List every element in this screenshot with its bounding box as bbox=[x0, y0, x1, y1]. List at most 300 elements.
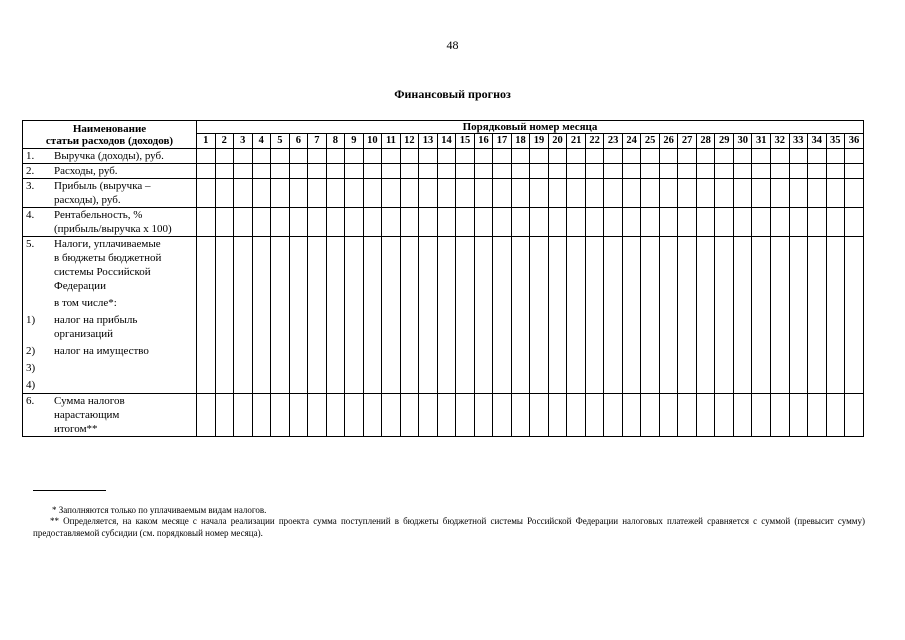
month-number-cell: 22 bbox=[585, 134, 604, 149]
month-value-cell bbox=[419, 237, 438, 394]
row-label-line: Рентабельность, % bbox=[54, 209, 143, 221]
month-value-cell bbox=[659, 149, 678, 164]
month-value-cell bbox=[215, 164, 234, 179]
month-value-cell bbox=[419, 394, 438, 437]
month-value-cell bbox=[382, 394, 401, 437]
month-value-cell bbox=[789, 394, 808, 437]
month-number-cell: 9 bbox=[345, 134, 364, 149]
month-value-cell bbox=[511, 179, 530, 208]
month-value-cell bbox=[437, 179, 456, 208]
month-value-cell bbox=[345, 149, 364, 164]
row-label-line: Налоги, уплачиваемые bbox=[54, 238, 161, 250]
subrow-number: 3) bbox=[26, 362, 36, 374]
month-value-cell bbox=[271, 237, 290, 394]
month-value-cell bbox=[474, 394, 493, 437]
month-value-cell bbox=[641, 179, 660, 208]
month-number-cell: 12 bbox=[400, 134, 419, 149]
month-number-cell: 10 bbox=[363, 134, 382, 149]
month-value-cell bbox=[808, 164, 827, 179]
month-value-cell bbox=[567, 149, 586, 164]
month-number-cell: 25 bbox=[641, 134, 660, 149]
month-value-cell bbox=[474, 208, 493, 237]
month-value-cell bbox=[345, 394, 364, 437]
month-value-cell bbox=[382, 179, 401, 208]
financial-forecast-table bbox=[22, 120, 864, 437]
header-item-name-line: Наименование bbox=[72, 122, 147, 135]
month-value-cell bbox=[696, 164, 715, 179]
month-value-cell bbox=[845, 149, 864, 164]
month-value-cell bbox=[252, 179, 271, 208]
row-number: 6. bbox=[26, 395, 35, 407]
month-value-cell bbox=[419, 164, 438, 179]
subrow-number: 4) bbox=[26, 379, 36, 391]
month-value-cell bbox=[308, 179, 327, 208]
month-value-cell bbox=[752, 237, 771, 394]
month-value-cell bbox=[641, 164, 660, 179]
month-value-cell bbox=[511, 164, 530, 179]
month-value-cell bbox=[733, 394, 752, 437]
month-value-cell bbox=[696, 237, 715, 394]
month-value-cell bbox=[363, 179, 382, 208]
month-value-cell bbox=[733, 164, 752, 179]
row-label-line: расходы), руб. bbox=[54, 194, 121, 206]
month-value-cell bbox=[752, 394, 771, 437]
month-value-cell bbox=[789, 208, 808, 237]
month-number-cell: 5 bbox=[271, 134, 290, 149]
month-value-cell bbox=[770, 179, 789, 208]
month-value-cell bbox=[659, 394, 678, 437]
month-value-cell bbox=[770, 394, 789, 437]
row-label-line: Сумма налогов bbox=[54, 395, 125, 407]
month-value-cell bbox=[604, 179, 623, 208]
month-value-cell bbox=[252, 208, 271, 237]
month-value-cell bbox=[733, 237, 752, 394]
month-value-cell bbox=[326, 179, 345, 208]
month-value-cell bbox=[585, 179, 604, 208]
month-value-cell bbox=[400, 394, 419, 437]
month-number-cell: 29 bbox=[715, 134, 734, 149]
month-value-cell bbox=[641, 237, 660, 394]
month-value-cell bbox=[326, 164, 345, 179]
month-value-cell bbox=[493, 208, 512, 237]
month-value-cell bbox=[789, 164, 808, 179]
month-number-cell: 21 bbox=[567, 134, 586, 149]
month-value-cell bbox=[845, 164, 864, 179]
month-number-cell: 34 bbox=[808, 134, 827, 149]
month-value-cell bbox=[215, 179, 234, 208]
month-value-cell bbox=[400, 179, 419, 208]
month-value-cell bbox=[271, 179, 290, 208]
month-value-cell bbox=[493, 394, 512, 437]
row-label-line: нарастающим bbox=[54, 409, 120, 421]
month-value-cell bbox=[271, 164, 290, 179]
month-value-cell bbox=[808, 149, 827, 164]
month-value-cell bbox=[252, 164, 271, 179]
month-value-cell bbox=[826, 164, 845, 179]
document-title: Финансовый прогноз bbox=[394, 87, 511, 101]
month-value-cell bbox=[715, 149, 734, 164]
month-value-cell bbox=[752, 149, 771, 164]
month-value-cell bbox=[289, 394, 308, 437]
month-value-cell bbox=[604, 394, 623, 437]
month-value-cell bbox=[215, 237, 234, 394]
month-value-cell bbox=[382, 149, 401, 164]
month-value-cell bbox=[696, 394, 715, 437]
month-value-cell bbox=[326, 149, 345, 164]
month-number-cell: 3 bbox=[234, 134, 253, 149]
month-number-cell: 36 bbox=[845, 134, 864, 149]
month-value-cell bbox=[234, 394, 253, 437]
month-value-cell bbox=[826, 208, 845, 237]
footnote-2: ** Определяется, на каком месяце с начала реализации проекта сумма поступлений в бюджеты бюджетной системы Российской Федерации налоговых платежей сравняется с суммой (превысит сумму) предоставляемой субсидии (см. порядковый номер месяца). bbox=[33, 516, 865, 538]
month-number-cell: 31 bbox=[752, 134, 771, 149]
month-value-cell bbox=[289, 179, 308, 208]
table-row bbox=[23, 208, 864, 237]
month-value-cell bbox=[419, 149, 438, 164]
month-value-cell bbox=[437, 149, 456, 164]
month-value-cell bbox=[493, 179, 512, 208]
table-row bbox=[23, 394, 864, 437]
month-number-cell: 14 bbox=[437, 134, 456, 149]
row-label-cell bbox=[23, 237, 197, 394]
month-value-cell bbox=[234, 208, 253, 237]
month-value-cell bbox=[474, 179, 493, 208]
month-number-cell: 32 bbox=[770, 134, 789, 149]
row-number: 2. bbox=[26, 165, 35, 177]
table-row bbox=[23, 237, 864, 394]
month-number-cell: 16 bbox=[474, 134, 493, 149]
month-value-cell bbox=[363, 394, 382, 437]
month-value-cell bbox=[437, 164, 456, 179]
month-value-cell bbox=[641, 208, 660, 237]
month-value-cell bbox=[456, 149, 475, 164]
month-value-cell bbox=[530, 237, 549, 394]
row-number: 1. bbox=[26, 150, 35, 162]
footnote-1: * Заполняются только по уплачиваемым видам налогов. bbox=[52, 505, 267, 515]
month-value-cell bbox=[363, 237, 382, 394]
row-label-line: Расходы, руб. bbox=[54, 165, 118, 177]
month-value-cell bbox=[585, 164, 604, 179]
month-value-cell bbox=[400, 164, 419, 179]
month-value-cell bbox=[604, 208, 623, 237]
month-value-cell bbox=[604, 237, 623, 394]
month-value-cell bbox=[456, 394, 475, 437]
month-value-cell bbox=[511, 208, 530, 237]
subrow-number: 2) bbox=[26, 345, 36, 357]
month-value-cell bbox=[252, 237, 271, 394]
month-value-cell bbox=[845, 179, 864, 208]
month-number-cell: 20 bbox=[548, 134, 567, 149]
month-value-cell bbox=[437, 208, 456, 237]
month-value-cell bbox=[752, 164, 771, 179]
month-value-cell bbox=[659, 208, 678, 237]
month-value-cell bbox=[548, 208, 567, 237]
month-value-cell bbox=[456, 164, 475, 179]
month-value-cell bbox=[474, 149, 493, 164]
month-value-cell bbox=[345, 208, 364, 237]
month-value-cell bbox=[326, 394, 345, 437]
month-value-cell bbox=[456, 179, 475, 208]
month-value-cell bbox=[308, 237, 327, 394]
page-number: 48 bbox=[446, 38, 459, 52]
month-value-cell bbox=[622, 179, 641, 208]
month-value-cell bbox=[382, 237, 401, 394]
subrow-label-line: в том числе*: bbox=[54, 297, 117, 309]
month-number-cell: 19 bbox=[530, 134, 549, 149]
month-value-cell bbox=[752, 179, 771, 208]
table-row bbox=[23, 164, 864, 179]
month-value-cell bbox=[715, 179, 734, 208]
month-value-cell bbox=[808, 394, 827, 437]
month-value-cell bbox=[548, 237, 567, 394]
row-label-cell bbox=[23, 394, 197, 437]
month-value-cell bbox=[622, 237, 641, 394]
month-value-cell bbox=[826, 149, 845, 164]
month-value-cell bbox=[585, 208, 604, 237]
header-item-name bbox=[23, 121, 197, 149]
month-value-cell bbox=[622, 164, 641, 179]
month-value-cell bbox=[345, 237, 364, 394]
month-number-cell: 27 bbox=[678, 134, 697, 149]
month-value-cell bbox=[826, 394, 845, 437]
month-value-cell bbox=[234, 164, 253, 179]
month-value-cell bbox=[234, 179, 253, 208]
month-number-cell: 7 bbox=[308, 134, 327, 149]
month-value-cell bbox=[289, 149, 308, 164]
subrow-number: 1) bbox=[26, 314, 36, 326]
header-month-number: Порядковый номер месяца bbox=[197, 121, 864, 134]
month-number-cell: 23 bbox=[604, 134, 623, 149]
month-value-cell bbox=[585, 149, 604, 164]
month-value-cell bbox=[511, 237, 530, 394]
month-number-cell: 4 bbox=[252, 134, 271, 149]
month-value-cell bbox=[733, 179, 752, 208]
month-value-cell bbox=[530, 179, 549, 208]
month-value-cell bbox=[197, 164, 216, 179]
month-value-cell bbox=[808, 237, 827, 394]
row-number: 3. bbox=[26, 180, 35, 192]
month-value-cell bbox=[345, 164, 364, 179]
month-value-cell bbox=[789, 179, 808, 208]
month-value-cell bbox=[715, 394, 734, 437]
month-value-cell bbox=[252, 149, 271, 164]
month-value-cell bbox=[215, 394, 234, 437]
month-value-cell bbox=[363, 208, 382, 237]
month-value-cell bbox=[770, 149, 789, 164]
month-value-cell bbox=[289, 237, 308, 394]
month-value-cell bbox=[622, 149, 641, 164]
row-label-line: Федерации bbox=[54, 280, 106, 292]
month-value-cell bbox=[678, 164, 697, 179]
row-label-line: Прибыль (выручка – bbox=[54, 180, 151, 192]
month-value-cell bbox=[437, 394, 456, 437]
month-number-cell: 24 bbox=[622, 134, 641, 149]
month-value-cell bbox=[622, 394, 641, 437]
month-value-cell bbox=[308, 394, 327, 437]
month-value-cell bbox=[289, 208, 308, 237]
month-number-cell: 13 bbox=[419, 134, 438, 149]
month-value-cell bbox=[845, 208, 864, 237]
footnote-separator bbox=[33, 490, 106, 491]
month-value-cell bbox=[530, 164, 549, 179]
month-value-cell bbox=[382, 208, 401, 237]
row-label-cell bbox=[23, 149, 197, 164]
month-value-cell bbox=[474, 164, 493, 179]
month-value-cell bbox=[641, 149, 660, 164]
month-value-cell bbox=[567, 208, 586, 237]
month-value-cell bbox=[659, 164, 678, 179]
month-value-cell bbox=[845, 394, 864, 437]
subrow-label-line: налог на имущество bbox=[54, 345, 149, 357]
subrow-label-line bbox=[54, 378, 196, 392]
month-value-cell bbox=[567, 237, 586, 394]
month-value-cell bbox=[493, 149, 512, 164]
month-value-cell bbox=[419, 179, 438, 208]
month-value-cell bbox=[289, 164, 308, 179]
month-value-cell bbox=[715, 208, 734, 237]
month-value-cell bbox=[271, 394, 290, 437]
month-number-cell: 17 bbox=[493, 134, 512, 149]
subrow-label-line bbox=[54, 361, 196, 375]
month-value-cell bbox=[474, 237, 493, 394]
month-number-cell: 26 bbox=[659, 134, 678, 149]
month-value-cell bbox=[808, 208, 827, 237]
month-number-cell: 1 bbox=[197, 134, 216, 149]
month-value-cell bbox=[659, 237, 678, 394]
month-value-cell bbox=[197, 179, 216, 208]
month-value-cell bbox=[548, 164, 567, 179]
month-value-cell bbox=[678, 237, 697, 394]
month-number-cell: 8 bbox=[326, 134, 345, 149]
month-value-cell bbox=[493, 237, 512, 394]
month-value-cell bbox=[197, 149, 216, 164]
subrow-label-line: организаций bbox=[54, 328, 114, 340]
table-row bbox=[23, 149, 864, 164]
month-value-cell bbox=[696, 208, 715, 237]
month-value-cell bbox=[826, 237, 845, 394]
month-value-cell bbox=[456, 208, 475, 237]
month-value-cell bbox=[567, 164, 586, 179]
month-value-cell bbox=[752, 208, 771, 237]
month-value-cell bbox=[548, 179, 567, 208]
month-value-cell bbox=[345, 179, 364, 208]
month-value-cell bbox=[271, 208, 290, 237]
month-value-cell bbox=[678, 149, 697, 164]
month-value-cell bbox=[363, 164, 382, 179]
month-value-cell bbox=[234, 237, 253, 394]
month-value-cell bbox=[770, 164, 789, 179]
month-value-cell bbox=[530, 208, 549, 237]
month-value-cell bbox=[382, 164, 401, 179]
row-label-cell bbox=[23, 179, 197, 208]
subrow-label-line: налог на прибыль bbox=[54, 314, 138, 326]
month-number-cell: 30 bbox=[733, 134, 752, 149]
month-value-cell bbox=[400, 208, 419, 237]
month-value-cell bbox=[696, 149, 715, 164]
month-value-cell bbox=[715, 164, 734, 179]
month-value-cell bbox=[678, 394, 697, 437]
month-value-cell bbox=[696, 179, 715, 208]
row-label-cell bbox=[23, 208, 197, 237]
month-value-cell bbox=[252, 394, 271, 437]
month-number-cell: 35 bbox=[826, 134, 845, 149]
month-number-cell: 11 bbox=[382, 134, 401, 149]
month-value-cell bbox=[234, 149, 253, 164]
month-value-cell bbox=[493, 164, 512, 179]
month-value-cell bbox=[215, 149, 234, 164]
row-number: 5. bbox=[26, 238, 35, 250]
month-value-cell bbox=[789, 149, 808, 164]
month-value-cell bbox=[585, 237, 604, 394]
month-value-cell bbox=[308, 149, 327, 164]
month-value-cell bbox=[308, 208, 327, 237]
month-value-cell bbox=[659, 179, 678, 208]
month-value-cell bbox=[641, 394, 660, 437]
month-value-cell bbox=[789, 237, 808, 394]
month-value-cell bbox=[308, 164, 327, 179]
subrow-number bbox=[23, 296, 54, 310]
month-value-cell bbox=[770, 237, 789, 394]
row-label-line: Выручка (доходы), руб. bbox=[54, 150, 164, 162]
month-value-cell bbox=[419, 208, 438, 237]
month-value-cell bbox=[400, 237, 419, 394]
month-value-cell bbox=[826, 179, 845, 208]
month-value-cell bbox=[808, 179, 827, 208]
month-number-cell: 28 bbox=[696, 134, 715, 149]
month-value-cell bbox=[567, 179, 586, 208]
month-value-cell bbox=[197, 394, 216, 437]
month-value-cell bbox=[363, 149, 382, 164]
row-label-line: в бюджеты бюджетной bbox=[54, 252, 162, 264]
month-value-cell bbox=[622, 208, 641, 237]
row-number: 4. bbox=[26, 209, 35, 221]
month-value-cell bbox=[197, 237, 216, 394]
month-value-cell bbox=[604, 149, 623, 164]
month-value-cell bbox=[456, 237, 475, 394]
row-label-cell bbox=[23, 164, 197, 179]
month-value-cell bbox=[678, 208, 697, 237]
row-label-line: (прибыль/выручка х 100) bbox=[54, 223, 172, 235]
month-value-cell bbox=[197, 208, 216, 237]
month-value-cell bbox=[511, 149, 530, 164]
month-value-cell bbox=[604, 164, 623, 179]
month-value-cell bbox=[548, 394, 567, 437]
month-value-cell bbox=[215, 208, 234, 237]
month-number-cell: 2 bbox=[215, 134, 234, 149]
header-item-name-line: статьи расходов (доходов) bbox=[45, 134, 174, 147]
month-value-cell bbox=[326, 208, 345, 237]
month-value-cell bbox=[845, 237, 864, 394]
month-number-cell: 6 bbox=[289, 134, 308, 149]
month-value-cell bbox=[511, 394, 530, 437]
row-label-line: системы Российской bbox=[54, 266, 151, 278]
month-value-cell bbox=[567, 394, 586, 437]
month-value-cell bbox=[733, 149, 752, 164]
month-value-cell bbox=[437, 237, 456, 394]
month-value-cell bbox=[770, 208, 789, 237]
month-number-cell: 33 bbox=[789, 134, 808, 149]
month-value-cell bbox=[271, 149, 290, 164]
month-value-cell bbox=[585, 394, 604, 437]
month-value-cell bbox=[548, 149, 567, 164]
table-row bbox=[23, 179, 864, 208]
month-number-cell: 18 bbox=[511, 134, 530, 149]
month-value-cell bbox=[400, 149, 419, 164]
month-value-cell bbox=[326, 237, 345, 394]
month-value-cell bbox=[715, 237, 734, 394]
month-value-cell bbox=[530, 394, 549, 437]
month-number-cell: 15 bbox=[456, 134, 475, 149]
